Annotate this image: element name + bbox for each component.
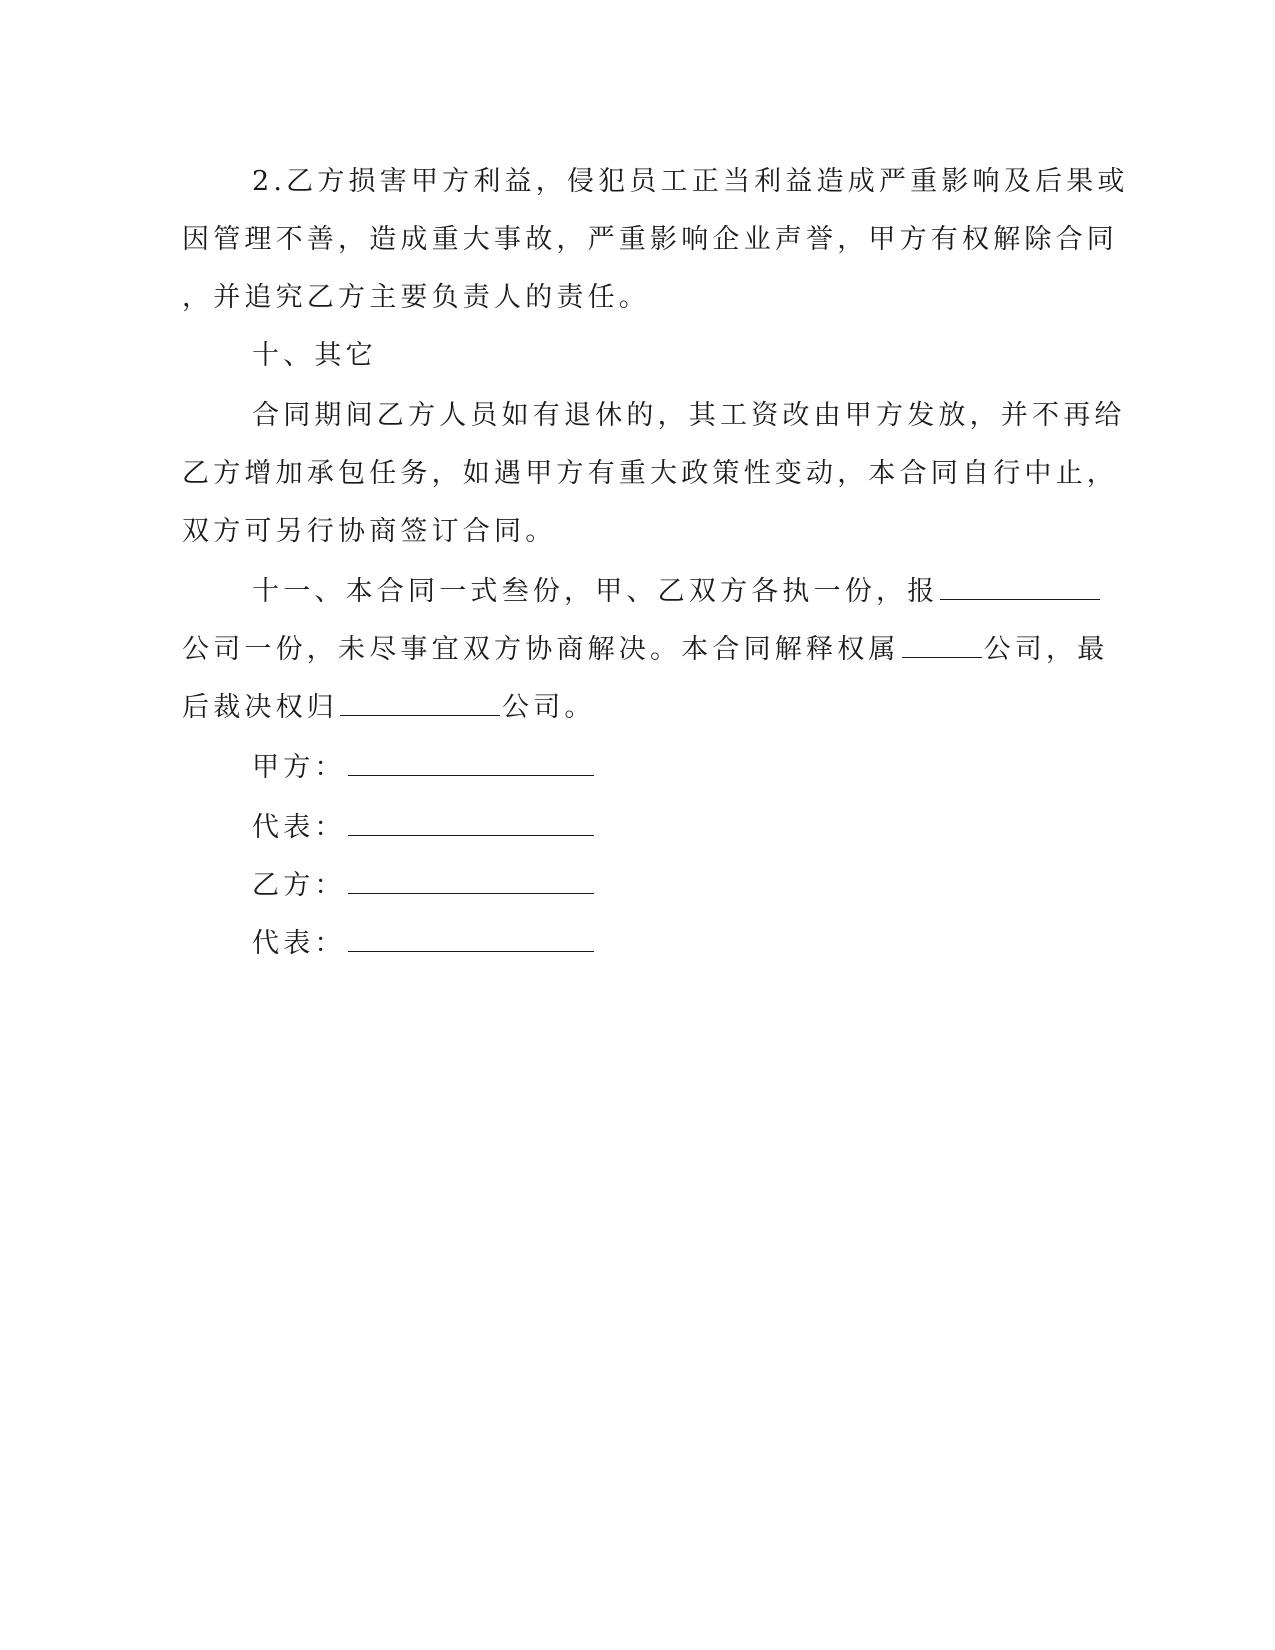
paragraph-3-line-2-text-b: 公司，最 [983,634,1109,665]
signature-line-party-b[interactable] [348,869,594,894]
signature-label-party-a: 甲方： [252,752,346,783]
paragraph-1-line-1: 2.乙方损害甲方利益，侵犯员工正当利益造成严重影响及后果或 [252,166,1129,197]
paragraph-3-line-1 [252,574,1102,610]
signature-line-party-a-rep[interactable] [348,811,594,836]
blank-ruling-company[interactable] [340,691,500,716]
paragraph-1-line-3: ，并追究乙方主要负责人的责任。 [182,282,650,313]
signature-label-party-b: 乙方： [252,870,346,901]
paragraph-3-line-3-text-a: 后裁决权归 [182,692,338,723]
signature-row-party-b-rep [252,926,596,962]
paragraph-3-line-3-text-b: 公司。 [502,692,596,723]
paragraph-2-line-3: 双方可另行协商签订合同。 [182,516,557,547]
signature-line-party-a[interactable] [348,751,594,776]
paragraph-2-line-2: 乙方增加承包任务，如遇甲方有重大政策性变动，本合同自行中止， [182,458,1118,489]
paragraph-3-line-3 [182,690,596,726]
signature-line-party-b-rep[interactable] [348,927,594,952]
signature-label-party-b-rep: 代表： [252,928,346,959]
paragraph-3-line-2 [182,632,1108,668]
section-heading-others: 十、其它 [252,340,377,371]
blank-report-company[interactable] [940,575,1100,600]
signature-row-party-b [252,868,596,904]
paragraph-2-line-1: 合同期间乙方人员如有退休的，其工资改由甲方发放，并不再给 [252,400,1126,431]
signature-row-party-a-rep [252,810,596,846]
blank-interpretation-company[interactable] [902,633,982,658]
signature-row-party-a [252,750,596,786]
paragraph-3-line-2-text-a: 公司一份，未尽事宜双方协商解决。本合同解释权属 [182,634,900,665]
signature-label-party-a-rep: 代表： [252,812,346,843]
paragraph-1-line-2: 因管理不善，造成重大事故，严重影响企业声誉，甲方有权解除合同 [182,224,1118,255]
paragraph-3-line-1-text: 十一、本合同一式叁份，甲、乙双方各执一份，报 [252,576,939,607]
